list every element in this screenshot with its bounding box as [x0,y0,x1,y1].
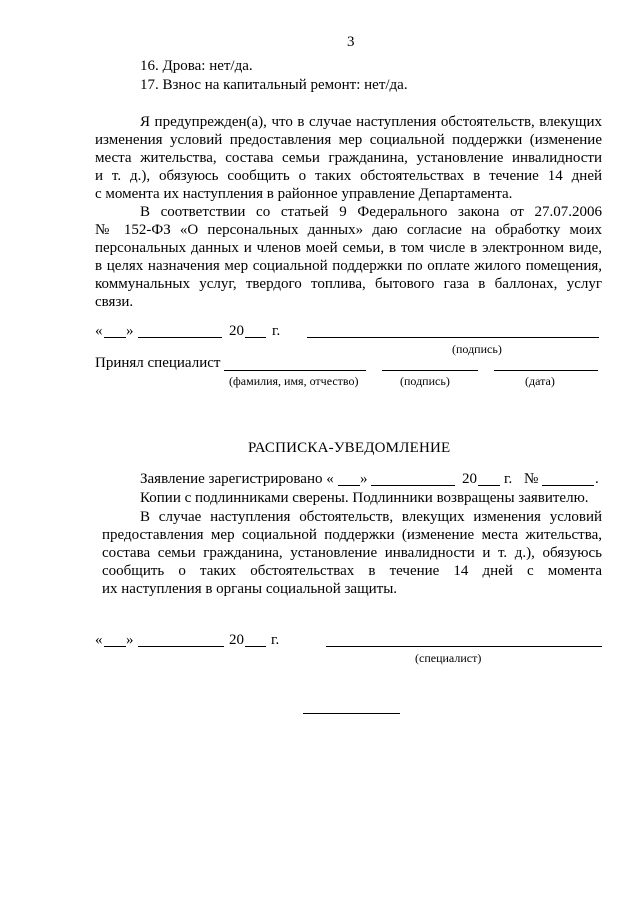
date-close-quote: » [126,323,134,339]
date-year-blank [245,337,266,338]
receipt-title: РАСПИСКА-УВЕДОМЛЕНИЕ [248,440,451,456]
consent-line-4: в целях назначения мер социальной поддержки по оплате жилого помещения, [95,258,602,274]
receipt-date-year-prefix: 20 [229,632,244,648]
registered-month-blank [371,485,455,486]
date-day-blank [104,337,126,338]
date-year-suffix: г. [272,323,281,339]
registered-year-blank [478,485,500,486]
registered-number-blank [542,485,594,486]
warning-line-3: места жительства, состава семьи гражданина, установление инвалидности [95,150,602,166]
applicant-signature-caption: (подпись) [452,342,502,356]
registered-year-suffix: г. [504,471,513,487]
receipt-para-line-5: их наступления в органы социальной защиты. [102,581,398,597]
end-separator [303,713,400,714]
registered-year-prefix: 20 [462,471,477,487]
accepted-sign-caption: (подпись) [400,374,450,388]
consent-line-2: № 152-ФЗ «О персональных данных» даю согласие на обработку моих [95,222,602,238]
receipt-para-line-3: состава семьи гражданина, установление инвалидности и т. д.), обязуюсь [102,545,602,561]
registered-end: . [595,471,599,487]
accepted-fio-caption: (фамилия, имя, отчество) [229,374,359,388]
date-open-quote: « [95,323,103,339]
receipt-date-open-quote: « [95,632,103,648]
warning-line-4: и т. д.), обязуюсь сообщить о таких обстоятельствах в течение 14 дней [95,168,602,184]
date-month-blank [138,337,222,338]
item-16: 16. Дрова: нет/да. [140,58,253,74]
receipt-date-close-quote: » [126,632,134,648]
registered-label: Заявление зарегистрировано « [140,471,334,487]
warning-line-5: с момента их наступления в районное управление Департамента. [95,186,513,202]
accepted-sign-line [382,370,478,371]
date-year-prefix: 20 [229,323,244,339]
accepted-date-caption: (дата) [525,374,555,388]
applicant-signature-line [307,337,599,338]
accepted-fio-line [224,370,366,371]
accepted-date-line [494,370,598,371]
warning-line-1: Я предупрежден(а), что в случае наступления обстоятельств, влекущих [140,114,602,130]
copies-line: Копии с подлинниками сверены. Подлинники возвращены заявителю. [140,490,589,506]
receipt-para-line-1: В случае наступления обстоятельств, влекущих изменения условий [140,509,602,525]
receipt-para-line-4: сообщить о таких обстоятельствах в течение 14 дней с момента [102,563,602,579]
specialist-signature-line [326,646,602,647]
item-17: 17. Взнос на капитальный ремонт: нет/да. [140,77,408,93]
receipt-date-year-blank [245,646,266,647]
receipt-date-month-blank [138,646,224,647]
registered-number-sign: № [524,471,539,487]
accepted-label: Принял специалист [95,355,221,371]
receipt-para-line-2: предоставления мер социальной поддержки (изменение места жительства, [102,527,602,543]
registered-close-quote: » [360,471,368,487]
receipt-date-year-suffix: г. [271,632,280,648]
specialist-caption: (специалист) [415,651,482,665]
consent-line-6: связи. [95,294,134,310]
consent-line-5: коммунальных услуг, твердого топлива, бытового газа в баллонах, услуг [95,276,602,292]
registered-day-blank [338,485,360,486]
page-number: 3 [347,34,355,50]
consent-line-1: В соответствии со статьей 9 Федерального закона от 27.07.2006 [140,204,602,220]
consent-line-3: персональных данных и членов моей семьи, в том числе в электронном виде, [95,240,602,256]
warning-line-2: изменения условий предоставления мер социальной поддержки (изменение [95,132,602,148]
receipt-date-day-blank [104,646,126,647]
